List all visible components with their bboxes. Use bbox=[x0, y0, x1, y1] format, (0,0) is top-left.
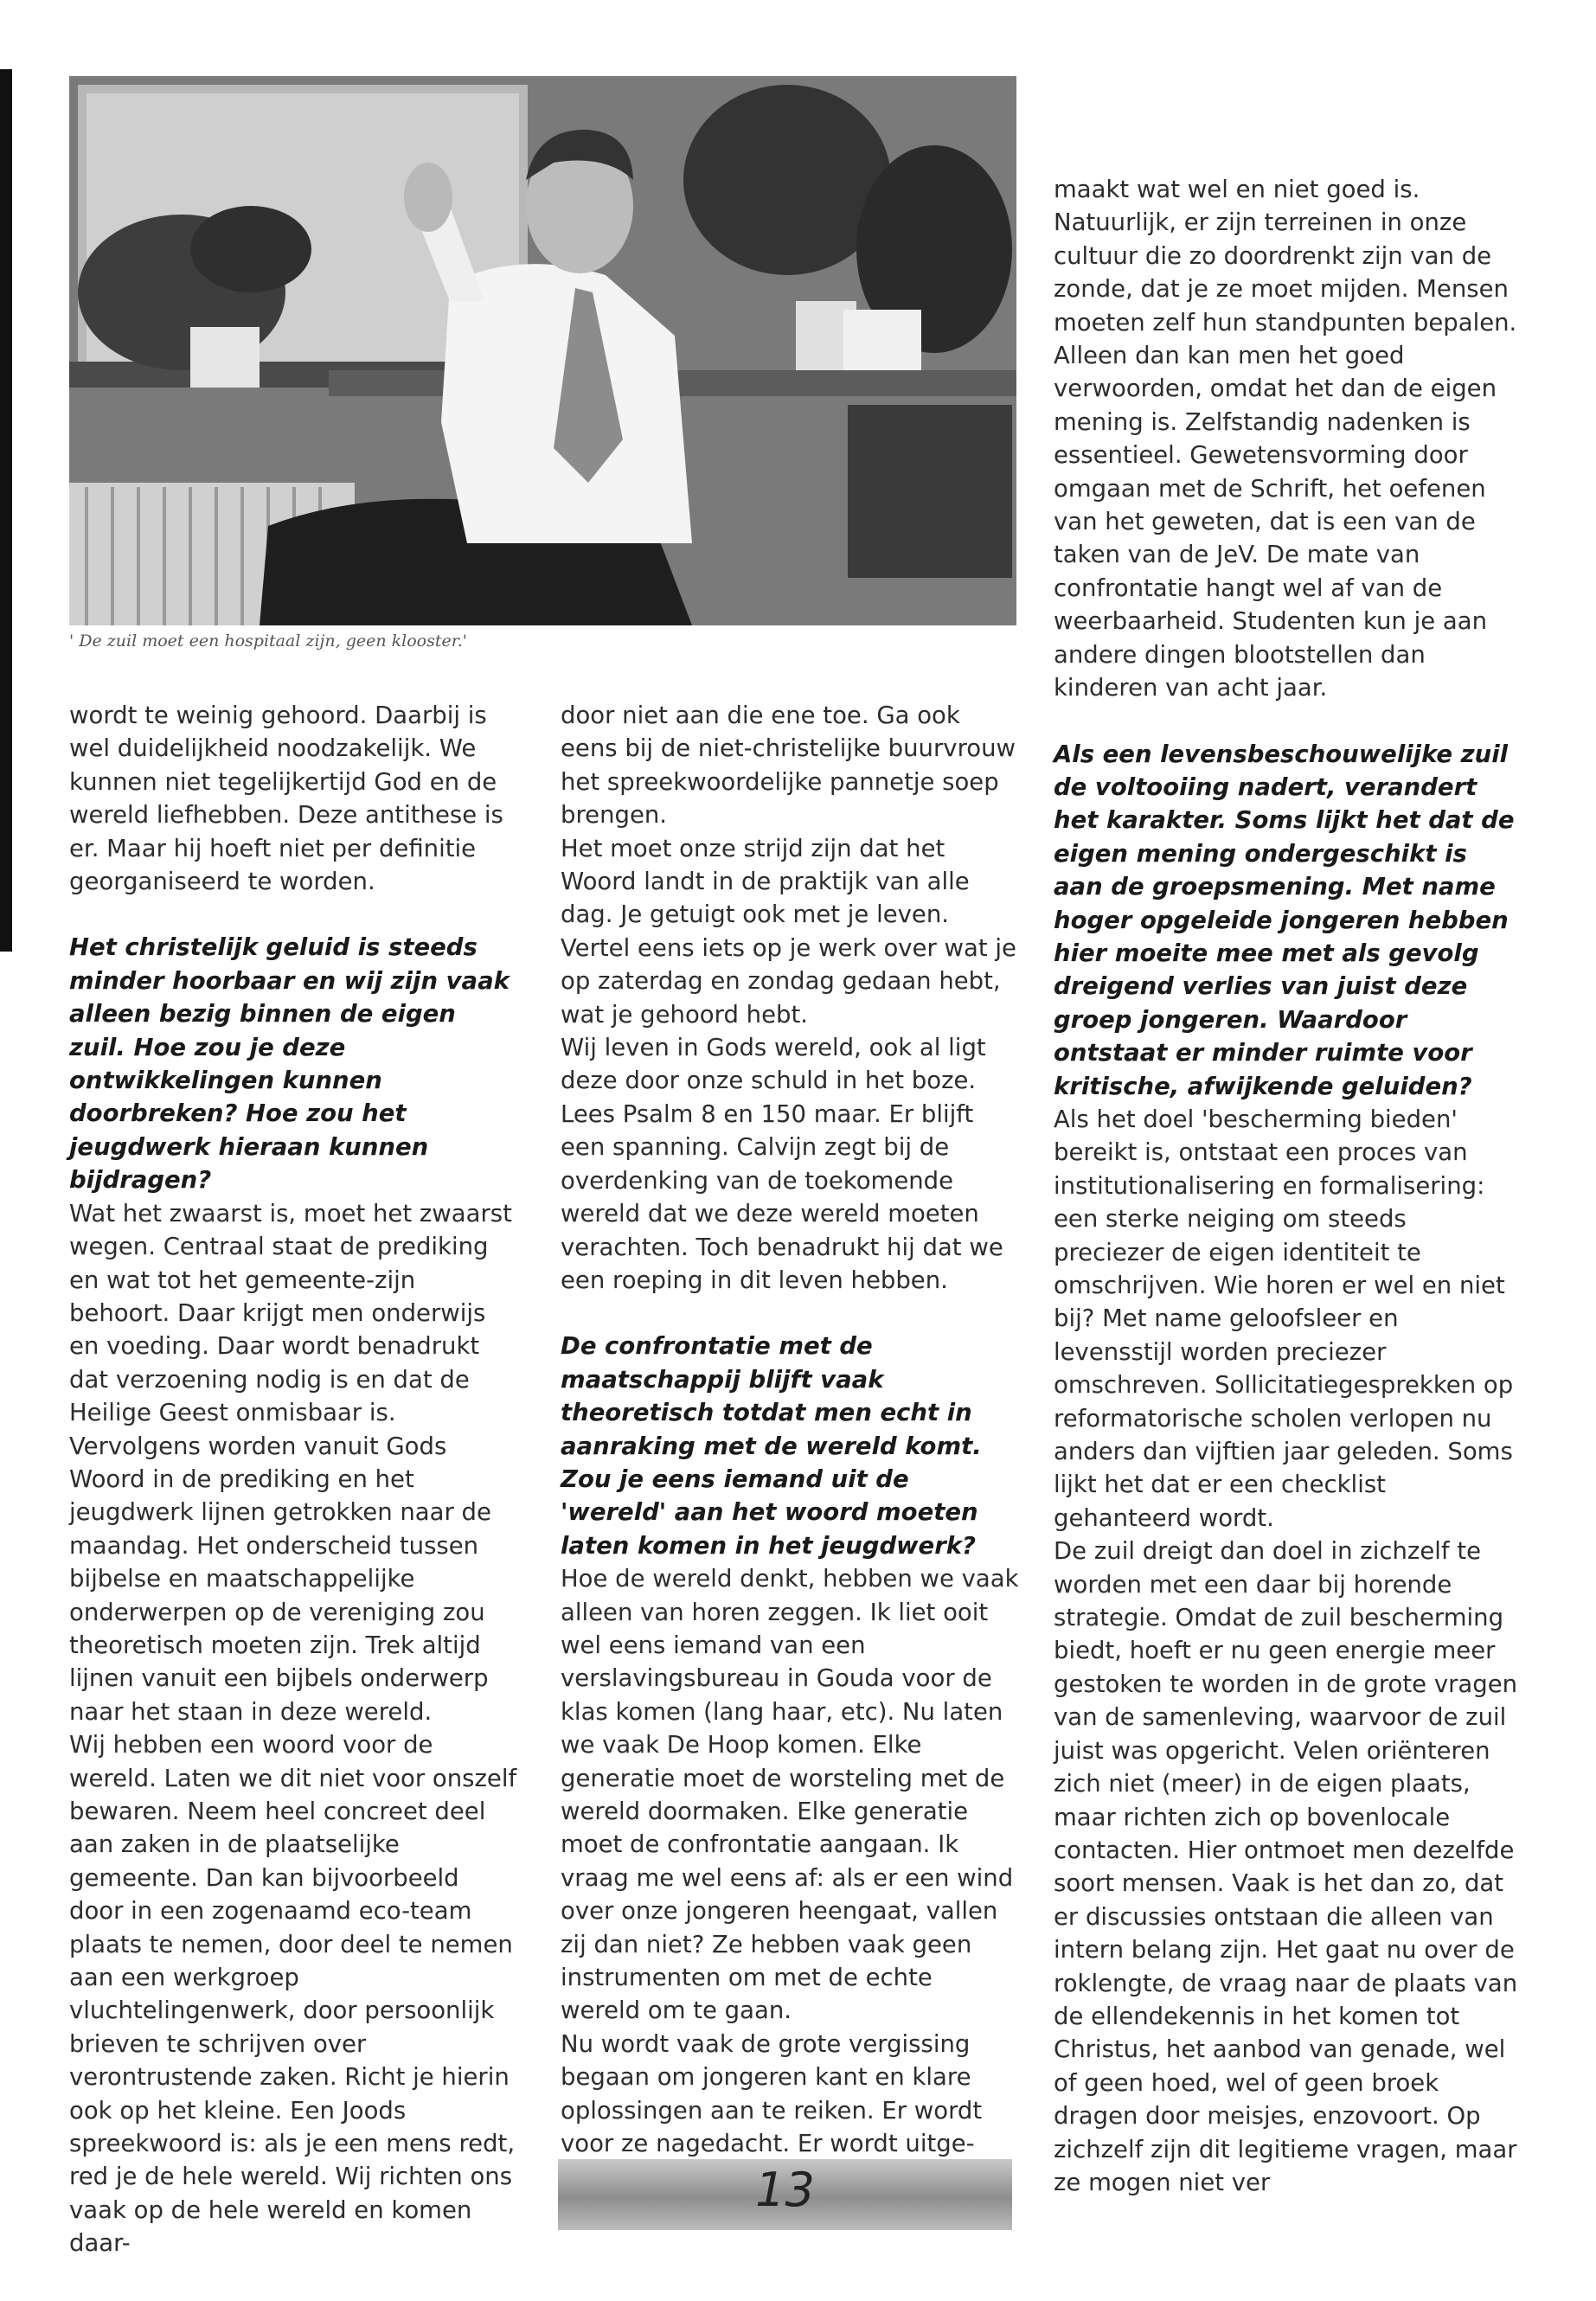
interview-answer: De zuil dreigt dan doel in zichzelf te worden met een daar bij horende strategie. Omdat de zuil bescherming biedt, hoeft er nu geen energie meer gestoken te worden in de grote vragen van de samenleving, waarvoor de zuil juist was opgericht. Velen oriënteren zich niet (meer) in de eigen plaats, maar richten zich op bovenlocale contacten. Hier ontmoet men dezelfde soort mensen. Vaak is het dan zo, dat er discussies ontstaan die alleen van intern belang zijn. Het gaat nu over de roklengte, de vraag naar de plaats van de ellendekennis in het komen tot Christus, het aanbod van genade, wel of geen hoed, wel of geen broek dragen door meisjes, enzovoort. Op zichzelf zijn dit legitieme vragen, maar ze mogen niet ver bbox=[1054, 1537, 1518, 2196]
interview-question: Als een levensbeschouwelijke zuil de voltooiing nadert, verandert het karakter. Soms lijkt het dat de eigen mening ondergeschikt is aan de groepsmening. Met name hoger opgeleide jongeren hebben hier moeite mee met als gevolg dreigend verlies van juist deze groep jongeren. Waardoor ontstaat er minder ruimte voor kritische, afwijkende geluiden? bbox=[1054, 740, 1515, 1100]
page-number: 13 bbox=[755, 2163, 815, 2217]
interview-answer: wordt te weinig gehoord. Daarbij is wel duidelijkheid noodzakelijk. We kunnen niet tegelijkertijd God en de wereld liefhebben. Deze antithese is er. Maar hij hoeft niet per definitie georganiseerd te worden. bbox=[69, 702, 503, 896]
interview-question: Het christelijk geluid is steeds minder hoorbaar en wij zijn vaak alleen bezig binnen de eigen zuil. Hoe zou je deze ontwikkelingen kunnen doorbreken? Hoe zou het jeugdwerk hieraan kunnen bijdragen? bbox=[69, 933, 510, 1195]
article-column-3 bbox=[1054, 173, 1521, 2199]
interview-answer: Hoe de wereld denkt, hebben we vaak alleen van horen zeggen. Ik liet ooit wel eens iemand van een verslavingsbureau in Gouda voor de klas komen (lang haar, etc). Nu laten we vaak De Hoop komen. Elke generatie moet de worsteling met de wereld doormaken. Elke generatie moet de confrontatie aangaan. Ik vraag me wel eens af: als er een wind over onze jongeren heengaat, vallen zij dan niet? Ze hebben vaak geen instrumenten om met de echte wereld om te gaan. bbox=[561, 1565, 1019, 2025]
interview-answer: Wat het zwaarst is, moet het zwaarst wegen. Centraal staat de prediking en wat tot het gemeente-zijn behoort. Daar krijgt men onderwijs en voeding. Daar wordt benadrukt dat verzoening nodig is en dat de Heilige Geest onmisbaar is. Vervolgens worden vanuit Gods Woord in de prediking en het jeugdwerk lijnen getrokken naar de maandag. Het onderscheid tussen bijbelse en maatschappelijke onderwerpen op de vereniging zou theoretisch moeten zijn. Trek altijd lijnen vanuit een bijbels onderwerp naar het staan in deze wereld. bbox=[69, 1199, 512, 1726]
photo-caption: ' De zuil moet een hospitaal zijn, geen klooster.' bbox=[69, 631, 468, 651]
interview-answer: Nu wordt vaak de grote vergissing begaan om jongeren kant en klare oplossingen aan te reiken. Er wordt voor ze nagedacht. Er wordt uitge- bbox=[561, 2029, 983, 2158]
interview-answer: Als het doel 'bescherming bieden' bereikt is, ontstaat een proces van institutionalisering en formalisering: een sterke neiging om steeds preciezer de eigen identiteit te omschrijven. Wie horen er wel en niet bij? Met name geloofsleer en levensstijl worden preciezer omschreven. Sollicitatiegesprekken op reformatorische scholen verlopen nu anders dan vijftien jaar geleden. Soms lijkt het dat er een checklist gehanteerd wordt. bbox=[1054, 1105, 1514, 1532]
article-photo bbox=[69, 76, 1016, 625]
paragraph-gap bbox=[69, 898, 519, 931]
interview-answer: Wij hebben een woord voor de wereld. Laten we dit niet voor onszelf bewaren. Neem heel concreet deel aan zaken in de plaatselijke gemeente. Dan kan bijvoorbeeld door in een zogenaamd eco-team plaats te nemen, door deel te nemen aan een werkgroep vluchtelingenwerk, door persoonlijk brieven te schrijven over verontrustende zaken. Richt je hierin ook op het kleine. Een Joods spreekwoord is: als je een mens redt, red je de hele wereld. Wij richten ons vaak op de hele wereld en komen daar- bbox=[69, 1731, 517, 2258]
article-column-2 bbox=[561, 699, 1019, 2160]
paragraph-gap bbox=[1054, 705, 1521, 738]
interview-answer: door niet aan die ene toe. Ga ook eens bij de niet-christelijke buurvrouw het spreekwoordelijke pannetje soep brengen. bbox=[561, 702, 1016, 830]
scan-edge-bar bbox=[0, 69, 12, 952]
interview-answer: maakt wat wel en niet goed is. Natuurlijk, er zijn terreinen in onze cultuur die zo doordrenkt zijn van de zonde, dat je ze moet mijden. Mensen moeten zelf hun standpunten bepalen. Alleen dan kan men het goed verwoorden, omdat het dan de eigen mening is. Zelfstandig nadenken is essentieel. Gewetensvorming door omgaan met de Schrift, het oefenen van het geweten, dat is een van de taken van de JeV. De mate van confrontatie hangt wel af van de weerbaarheid. Studenten kun je aan andere dingen blootstellen dan kinderen van acht jaar. bbox=[1054, 176, 1517, 702]
interview-answer: Het moet onze strijd zijn dat het Woord landt in de praktijk van alle dag. Je getuigt ook met je leven. Vertel eens iets op je werk over wat je op zaterdag en zondag gedaan hebt, wat je gehoord hebt. bbox=[561, 834, 1016, 1029]
photo-illustration bbox=[69, 76, 1016, 625]
interview-answer: Wij leven in Gods wereld, ook al ligt deze door onze schuld in het boze. Lees Psalm 8 en 150 maar. Er blijft een spanning. Calvijn zegt bij de overdenking van de toekomende wereld dat we deze wereld moeten verachten. Toch benadrukt hij dat we een roeping in dit leven hebben. bbox=[561, 1034, 1003, 1294]
article-column-1 bbox=[69, 699, 519, 2260]
interview-question: De confrontatie met de maatschappij blijft vaak theoretisch totdat men echt in aanraking met de wereld komt. Zou je eens iemand uit de 'wereld' aan het woord moeten laten komen in het jeugdwerk? bbox=[561, 1332, 982, 1560]
paragraph-gap bbox=[561, 1297, 1019, 1330]
